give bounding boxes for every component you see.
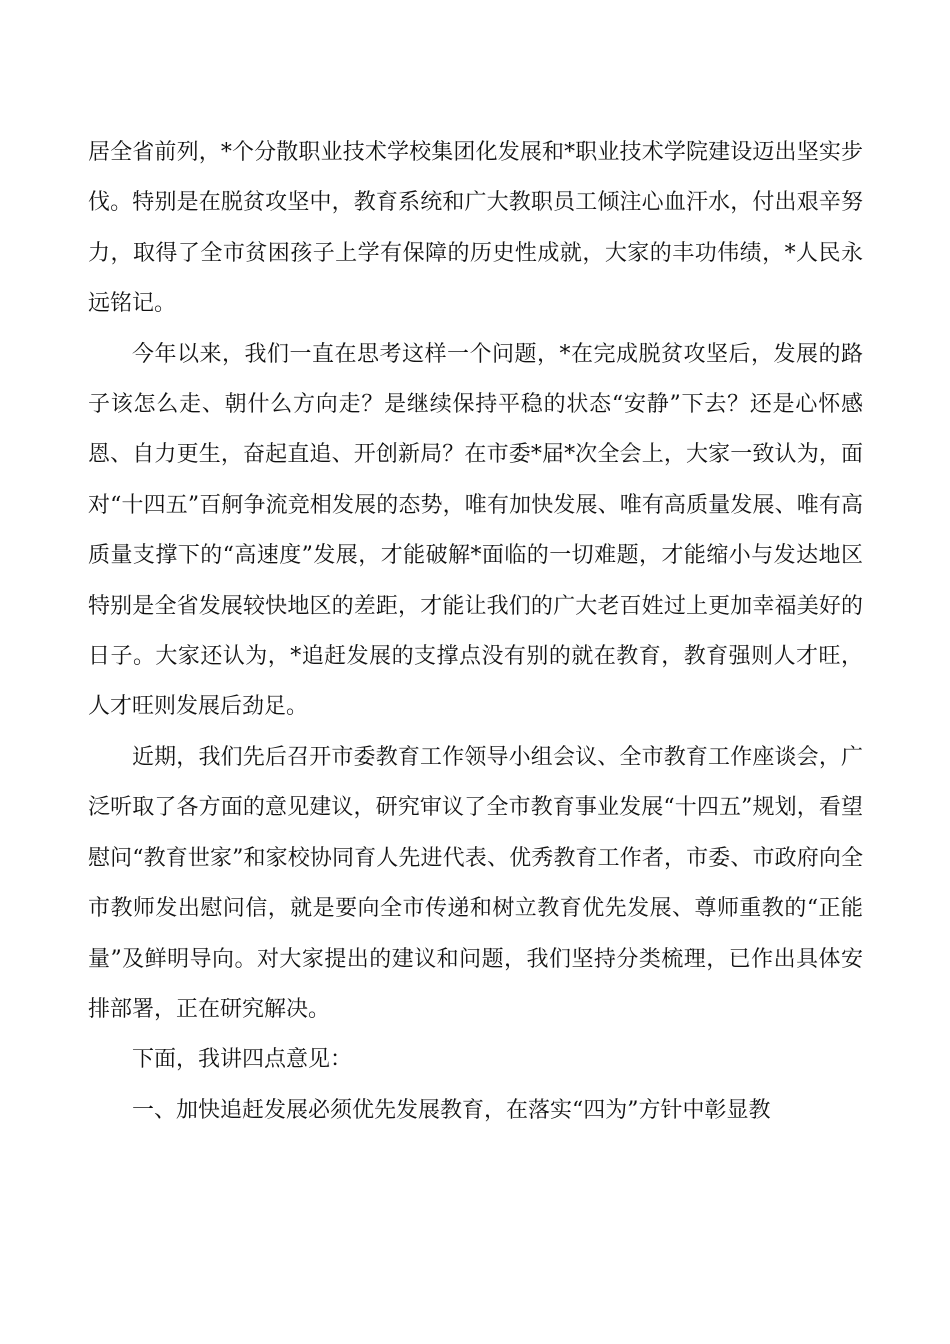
section-heading-one: 一、加快追赶发展必须优先发展教育，在落实“四为”方针中彰显教 [132, 1097, 771, 1123]
paragraph-reflection: 今年以来，我们一直在思考这样一个问题，*在完成脱贫攻坚后，发展的路子该怎么走、朝什么方向走？是继续保持平稳的状态“安静”下去？还是心怀感恩、自力更生，奋起直追、开创新局？在市委*届*次全会上，大家一致认为，面对“十四五”百舸争流竞相发展的态势，唯有加快发展、唯有高质量发展、唯有高质量支撑下的“高速度”发展，才能破解*面临的一切难题，才能缩小与发达地区特别是全省发展较快地区的差距，才能让我们的广大老百姓过上更加幸福美好的日子。大家还认为，*追赶发展的支撑点没有别的就在教育，教育强则人才旺，人才旺则发展后劲足。 [88, 341, 863, 720]
paragraph-continuation: 居全省前列，*个分散职业技术学校集团化发展和*职业技术学院建设迈出坚实步伐。特别是在脱贫攻坚中，教育系统和广大教职员工倾注心血汗水，付出艰辛努力，取得了全市贫困孩子上学有保障的历史性成就，大家的丰功伟绩，*人民永远铭记。 [88, 140, 863, 317]
paragraph-intro-points: 下面，我讲四点意见： [132, 1047, 353, 1073]
document-body [88, 128, 863, 1136]
paragraph-recent-work: 近期，我们先后召开市委教育工作领导小组会议、全市教育工作座谈会，广泛听取了各方面的意见建议，研究审议了全市教育事业发展“十四五”规划，看望慰问“教育世家”和家校协同育人先进代表、优秀教育工作者，市委、市政府向全市教师发出慰问信，就是要向全市传递和树立教育优先发展、尊师重教的“正能量”及鲜明导向。对大家提出的建议和问题，我们坚持分类梳理，已作出具体安排部署，正在研究解决。 [88, 744, 863, 1022]
